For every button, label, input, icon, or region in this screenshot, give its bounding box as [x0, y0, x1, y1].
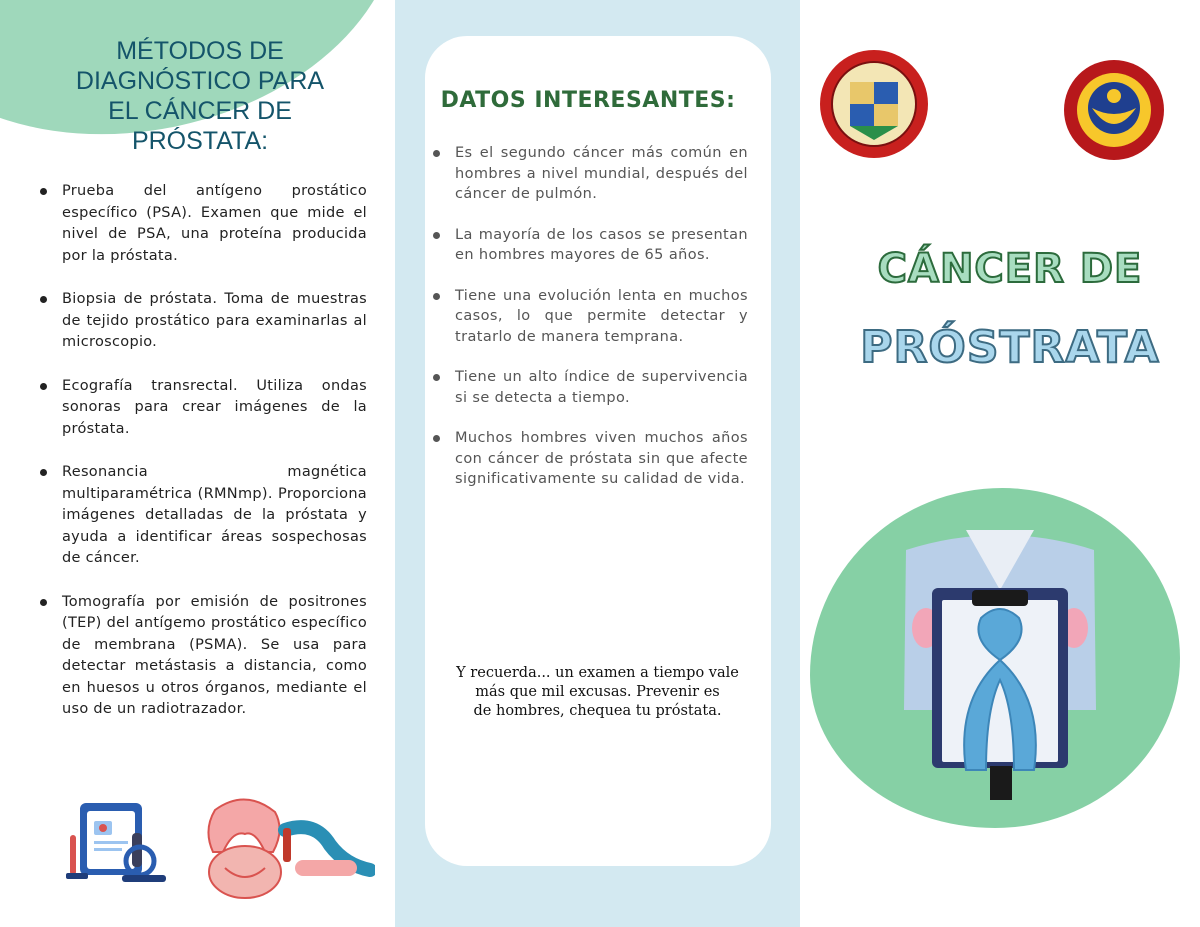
bullet-icon [40, 469, 47, 476]
right-panel [800, 0, 1200, 927]
list-item: La mayoría de los casos se presentan en hombres mayores de 65 años. [430, 225, 748, 266]
bullet-icon [40, 383, 47, 390]
list-item: Biopsia de próstata. Toma de muestras de tejido prostático para examinarlas al microscopio. [37, 289, 367, 354]
bullet-icon [40, 188, 47, 195]
bullet-icon [433, 374, 440, 381]
list-item: Tiene una evolución lenta en muchos casos, lo que permite detectar y tratarlo de manera temprana. [430, 286, 748, 348]
list-item: Tomografía por emisión de positrones (TEP) del antígemo prostático específico de membrana (PSMA). Se usa para detectar metástasis a distancia, como en huesos u otros órganos, mediante el uso de un radiotrazador. [37, 592, 367, 721]
awareness-ribbon-illustration [896, 530, 1104, 802]
list-item: Prueba del antígeno prostático específico (PSA). Examen que mide el nivel de PSA, una proteína producida por la próstata. [37, 181, 367, 267]
lab-equipment-icon [62, 795, 172, 885]
bullet-icon [433, 293, 440, 300]
bullet-icon [433, 435, 440, 442]
list-item: Ecografía transrectal. Utiliza ondas sonoras para crear imágenes de la próstata. [37, 376, 367, 441]
diagnostic-methods-list [37, 181, 367, 743]
list-item: Tiene un alto índice de supervivencia si se detecta a tiempo. [430, 367, 748, 408]
list-item: Muchos hombres viven muchos años con cáncer de próstata sin que afecte significativamente su calidad de vida. [430, 428, 748, 490]
list-item: Es el segundo cáncer más común en hombres a nivel mundial, después del cáncer de pulmón. [430, 143, 748, 205]
facts-title: DATOS INTERESANTES: [440, 88, 736, 113]
bullet-icon [433, 232, 440, 239]
prostate-illustration-icon [195, 790, 375, 902]
university-seal-logo [818, 48, 930, 160]
nursing-department-seal-logo [1062, 58, 1166, 162]
middle-panel [395, 0, 800, 927]
bullet-icon [433, 150, 440, 157]
list-item: Resonancia magnética multiparamétrica (RMNmp). Proporciona imágenes detalladas de la próstata y ayuda a identificar áreas sospechosas de cáncer. [37, 462, 367, 570]
facts-list [430, 143, 748, 510]
bullet-icon [40, 296, 47, 303]
closing-quote: Y recuerda... un examen a tiempo vale más que mil excusas. Prevenir es de hombres, chequea tu próstata. [456, 665, 739, 719]
left-panel [0, 0, 395, 927]
bullet-icon [40, 599, 47, 606]
diagnostic-methods-title: MÉTODOS DE DIAGNÓSTICO PARA EL CÁNCER DE PRÓSTATA: [75, 37, 325, 155]
cover-title-line1: CÁNCER DE [877, 246, 1143, 292]
cover-title-line2: PRÓSTRATA [860, 322, 1160, 373]
